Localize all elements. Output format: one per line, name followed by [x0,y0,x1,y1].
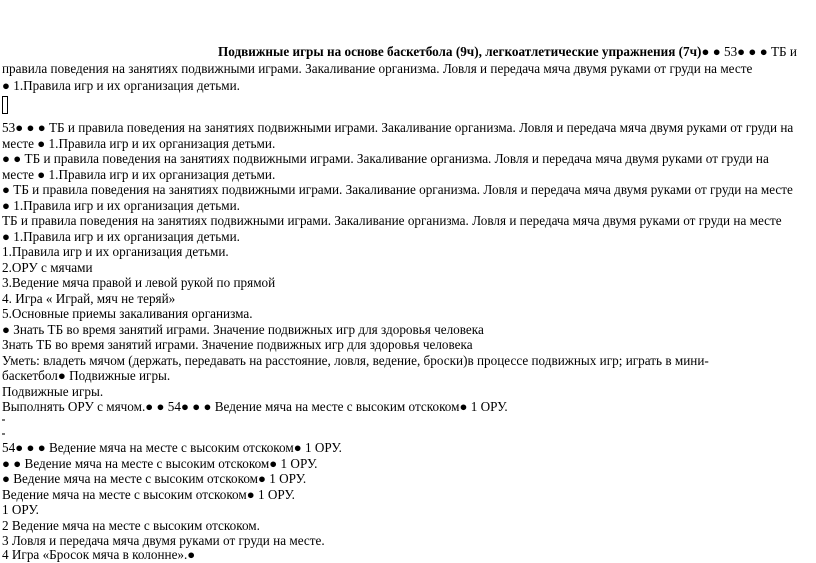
text-line: 1 ОРУ. [2,502,39,517]
text-cursor-box [2,96,8,114]
text-line: ● 1.Правила игр и их организация детьми. [2,78,240,93]
text-line: 3.Ведение мяча правой и левой рукой по прямой [2,275,276,290]
text-line: 54● ● ● Ведение мяча на месте с высоким отскоком● 1 ОРУ. [2,440,342,455]
title-continuation: ● ● 53● ● ● ТБ и [701,44,797,59]
text-line: ● ● Ведение мяча на месте с высоким отскоком● 1 ОРУ. [2,456,318,471]
text-line: ● Знать ТБ во время занятий играми. Значение подвижных игр для здоровья человека [2,322,484,337]
document-title: Подвижные игры на основе баскетбола (9ч), легкоатлетические упражнения (7ч) [218,44,702,59]
text-line: Знать ТБ во время занятий играми. Значение подвижных игр для здоровья человека [2,337,473,352]
text-line: 1.Правила игр и их организация детьми. [2,244,229,259]
text-line: Выполнять ОРУ с мячом.● ● 54● ● ● Ведение мяча на месте с высоким отскоком● 1 ОРУ. [2,399,508,414]
text-line: Ведение мяча на месте с высоким отскоком● 1 ОРУ. [2,487,295,502]
text-line: 2 Ведение мяча на месте с высоким отскоком. [2,518,260,533]
text-line: месте ● 1.Правила игр и их организация детьми. [2,136,276,151]
text-line: 4. Игра « Играй, мяч не теряй» [2,291,176,306]
margin-mark [2,419,5,421]
text-line: правила поведения на занятиях подвижными играми. Закаливание организма. Ловля и передача мяча двумя руками от груди на месте [2,61,753,76]
text-line: 3 Ловля и передача мяча двумя руками от груди на месте. [2,533,325,548]
text-line: ● Ведение мяча на месте с высоким отскоком● 1 ОРУ. [2,471,307,486]
text-line: Уметь: владеть мячом (держать, передавать на расстояние, ловля, ведение, броски)в процессе подвижных игр; играть в мини- [2,353,709,368]
text-line: ТБ и правила поведения на занятиях подвижными играми. Закаливание организма. Ловля и передача мяча двумя руками от груди на месте [2,213,782,228]
text-line: 4 Игра «Бросок мяча в колонне».● [2,547,196,562]
text-line: 5.Основные приемы закаливания организма. [2,306,253,321]
margin-mark [2,433,5,435]
text-line: ● 1.Правила игр и их организация детьми. [2,229,240,244]
text-line: баскетбол● Подвижные игры. [2,368,171,383]
text-line: ● 1.Правила игр и их организация детьми. [2,198,240,213]
text-line: 2.ОРУ с мячами [2,260,93,275]
text-line: месте ● 1.Правила игр и их организация детьми. [2,167,276,182]
title-line [218,44,797,60]
text-line: ● ТБ и правила поведения на занятиях подвижными играми. Закаливание организма. Ловля и передача мяча двумя руками от груди на месте [2,182,793,197]
text-line: 53● ● ● ТБ и правила поведения на занятиях подвижными играми. Закаливание организма. Ловля и передача мяча двумя руками от груди на [2,120,794,135]
text-line: Подвижные игры. [2,384,104,399]
text-line: ● ● ТБ и правила поведения на занятиях подвижными играми. Закаливание организма. Ловля и передача мяча двумя руками от груди на [2,151,769,166]
